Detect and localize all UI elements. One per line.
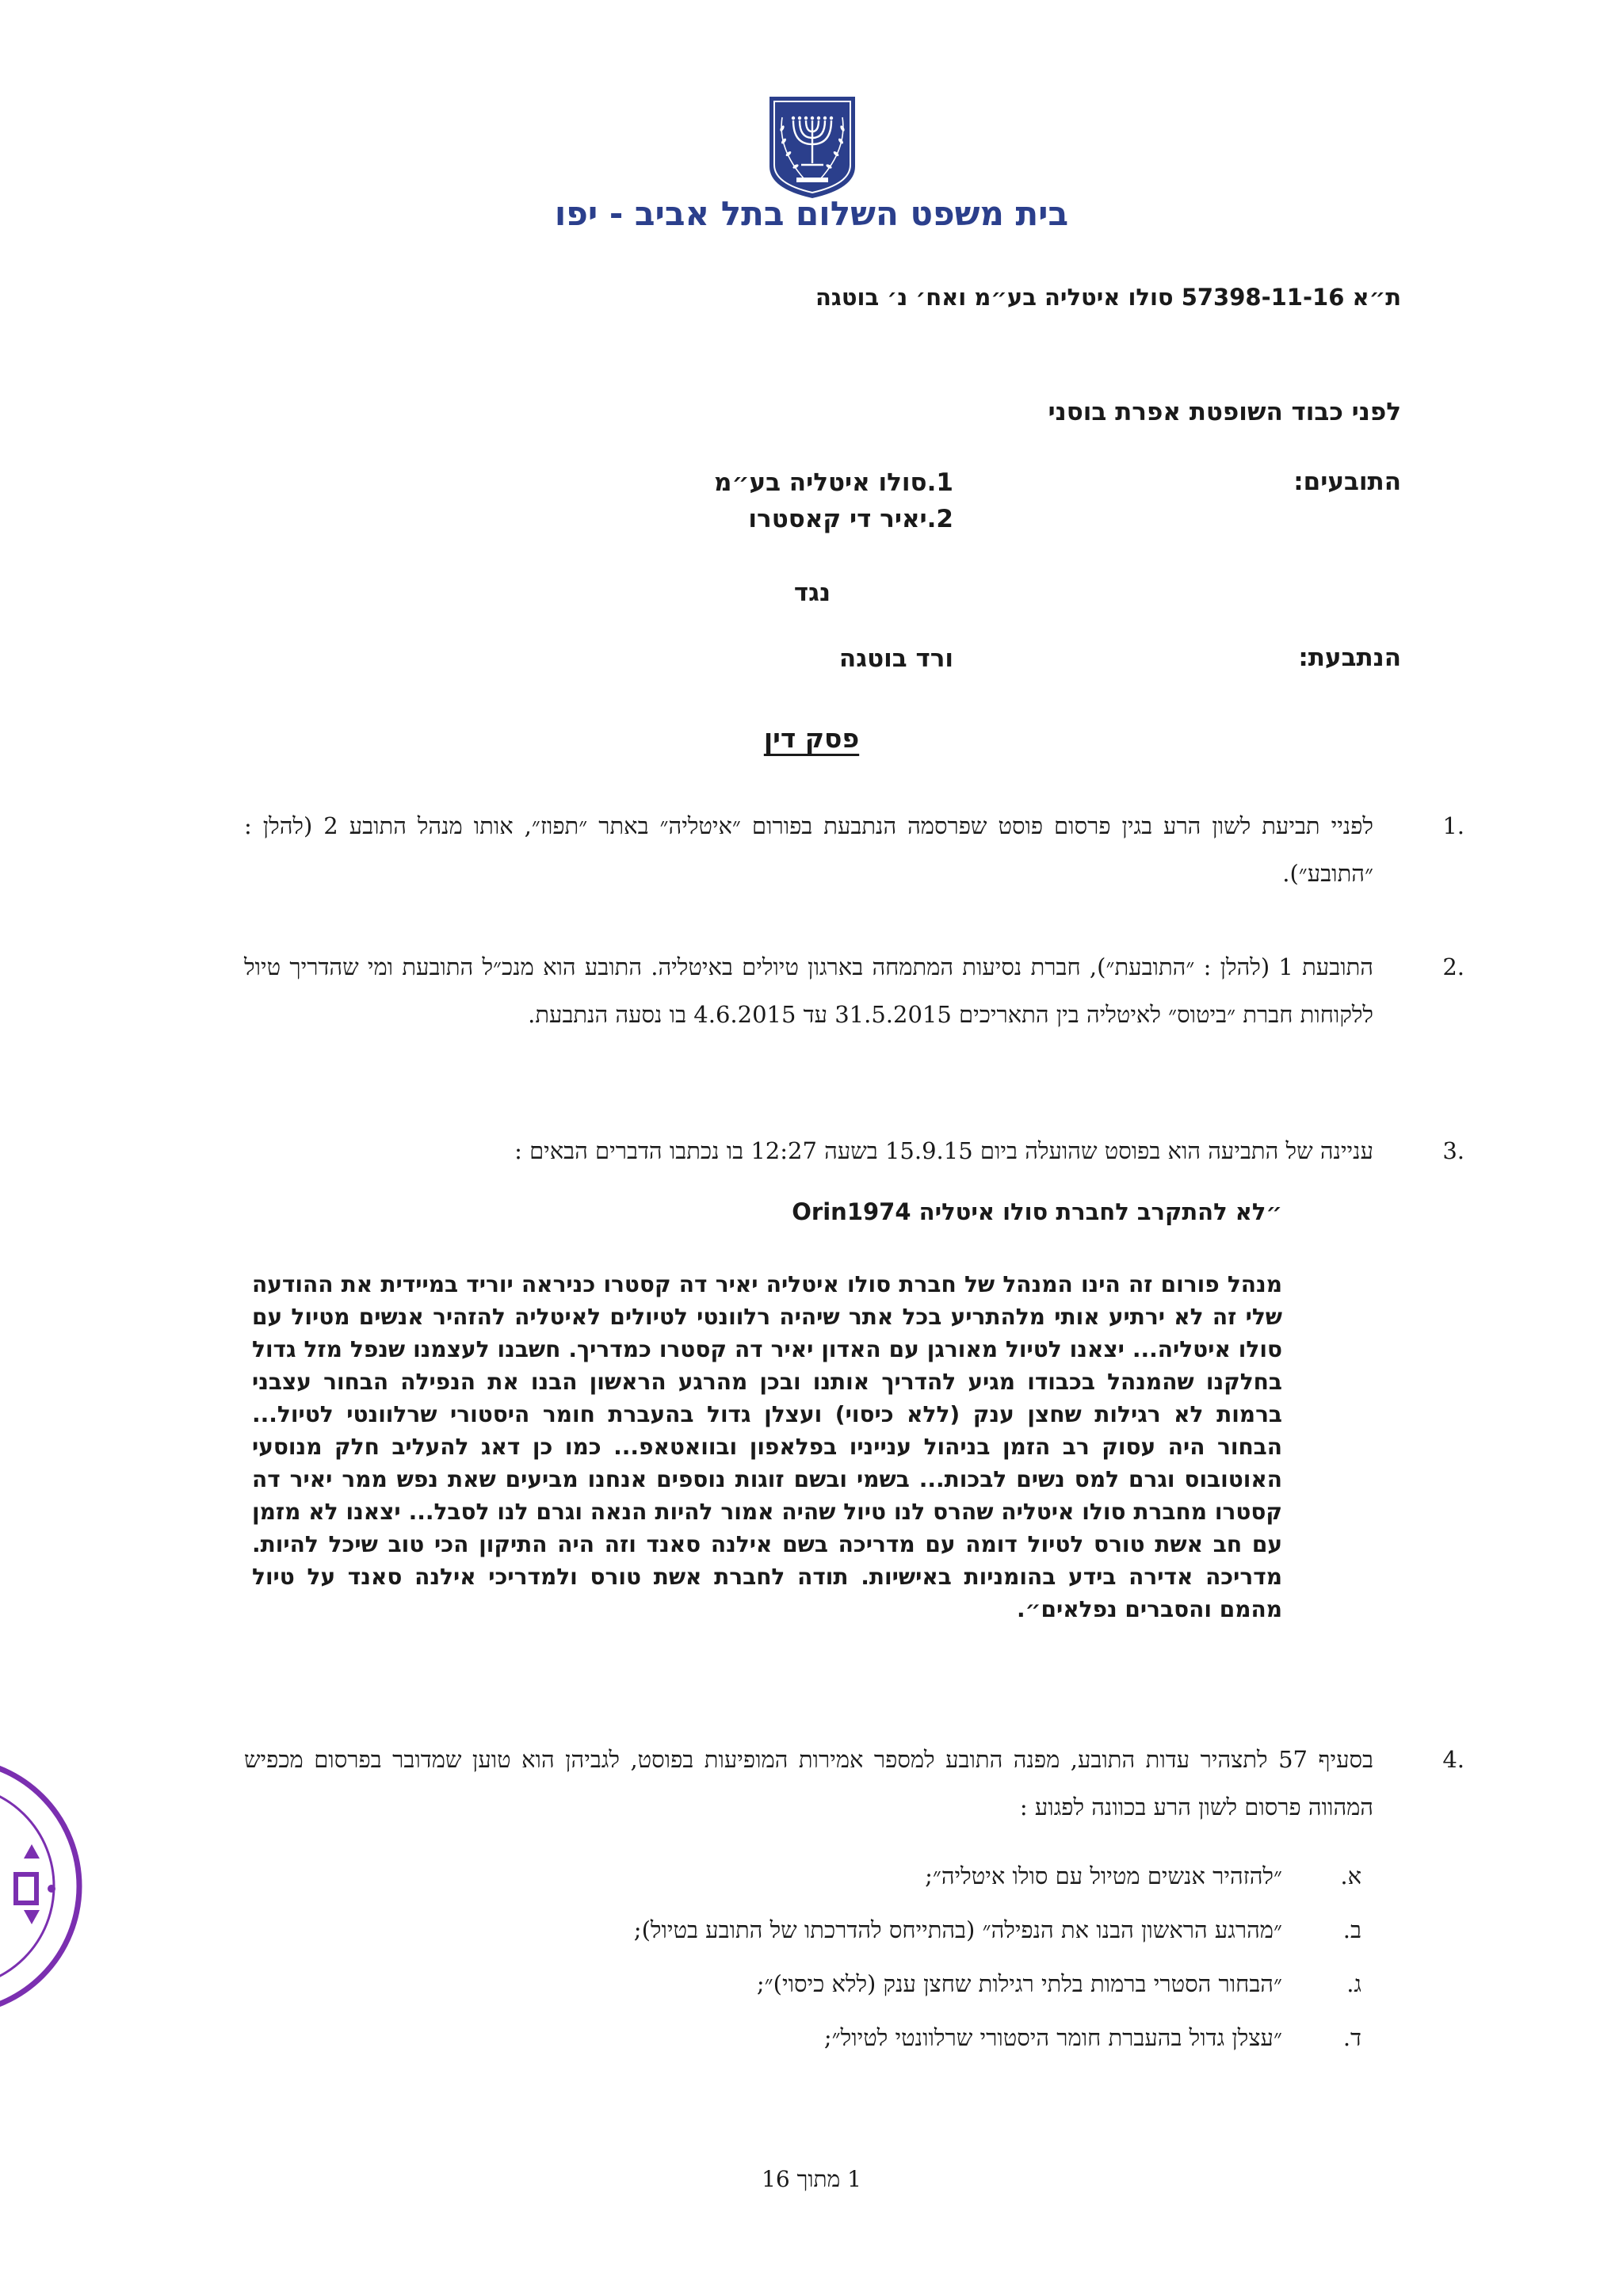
case-number-line: ת״א 57398-11-16 סולו איטליה בע״מ ואח׳ נ׳ בוטגה bbox=[815, 284, 1401, 311]
plaintiff-1: 1.סולו איטליה בע״מ bbox=[714, 468, 953, 497]
page-footer: 1 מתוך 16 bbox=[762, 2166, 861, 2192]
paragraph-2: התובעת 1 (להלן : ״התובעת״), חברת נסיעות המתמחה בארגון טיולים באיטליה. התובע הוא מנכ״ל התובעת ומי שהדריך טיול ללקוחות חברת ״ביטוס״ לאיטליה בין התאריכים 31.5.2015 עד 4.6.2015 בו נסעה הנתבעת. bbox=[244, 953, 1373, 1028]
list-item: ״להזהיר אנשים מטיול עם סולו איטליה״; bbox=[925, 1862, 1282, 1889]
defendant-name: ורד בוטגה bbox=[838, 644, 953, 673]
list-letter: ג. bbox=[1346, 1970, 1361, 1997]
quote-title: ״לא להתקרב לחברת סולו איטליה Orin1974 bbox=[792, 1198, 1282, 1225]
paragraph-number: 3. bbox=[1442, 1137, 1465, 1164]
list-letter: ד. bbox=[1342, 2024, 1361, 2051]
defendant-label: הנתבעת: bbox=[1298, 644, 1401, 672]
judge-line: לפני כבוד השופטת אפרת בוסני bbox=[1048, 398, 1401, 426]
versus-label: נגד bbox=[793, 579, 831, 607]
list-letter: א. bbox=[1340, 1862, 1361, 1889]
paragraph-number: 1. bbox=[1442, 812, 1465, 839]
list-item: ״מהרגע הראשון הבנו את הנפילה״ (בהתייחס להדרכתו של התובע בטיול); bbox=[633, 1916, 1282, 1943]
list-item: ״הבחור הסטרי ברמות בלתי רגילות שחצן ענק (ללא כיסוי)״; bbox=[756, 1970, 1282, 1997]
paragraph-3: עניינה של התביעה הוא בפוסט שהועלה ביום 15.9.15 בשעה 12:27 בו נכתבו הדברים הבאים : bbox=[514, 1137, 1373, 1164]
plaintiffs-label: התובעים: bbox=[1293, 468, 1401, 496]
paragraph-4: בסעיף 57 לתצהיר עדות התובע, מפנה התובע למספר אמירות המופיעות בפוסט, לגביהן הוא טוען שמדובר בפרסום מכפיש המהווה פרסום לשון הרע בכוונה לפגוע : bbox=[244, 1746, 1373, 1820]
quote-body: מנהל פורום זה הינו המנהל של חברת סולו איטליה יאיר דה קסטרו כניראה יוריד במיידית את ההודעה שלי זה לא ירתיע אותי מלהתריע בכל אתר שיהיה רלוונטי לטיולים לאיטליה להזהיר אנשים מטיול עם סולו איטליה... יצאנו לטיול מאורגן עם האדון יאיר דה קסטרו כמדריך. חשבנו לעצמנו שנפל מזל גדול בחלקנו שהמנהל בכבודו מגיע להדריך אותנו ובכן מהרגע הראשון הבנו את הנפילה הבחור עצבני ברמות לא רגילות שחצן ענק (ללא כיסוי) ועצלן גדול בהעברת חומר היסטורי שרלוונטי לטיול... הבחור היה עסוק רב הזמן בניהול ענייניו בפלאפון ובוואטאפ... כמו כן דאג להעליב חלק מנוסעי האוטובוס וגרם למס נשים לבכות... בשמי ובשם זוגות נוספים אנחנו מביעים שאת נפש ממר יאיר דה קסטרו מחברת סולו איטליה שהרס לנו טיול שהיה אמור להיות הנאה וגרם לנו לסבל... יצאנו לא מזמן עם חב אשת טורס לטיול דומה עם מדריכה בשם אילנה סאנד וזה היה התיקון הכי טוב שיכל להיות. מדריכה אדירה בידע בהומניות באישיות. תודה לחברת אשת טורס ולמדריכי אילנה סאנד על טיול מהמם והסברים נפלאים״. bbox=[252, 1271, 1282, 1622]
verdict-title: פסק דין bbox=[763, 723, 860, 754]
paragraph-number: 2. bbox=[1442, 953, 1465, 980]
paragraph-number: 4. bbox=[1442, 1746, 1465, 1773]
state-emblem-icon bbox=[765, 94, 860, 200]
plaintiff-2: 2.יאיר די קאסטרו bbox=[748, 505, 953, 533]
list-letter: ב. bbox=[1342, 1916, 1361, 1943]
list-item: ״עצלן גדול בהעברת חומר היסטורי שרלוונטי לטיול״; bbox=[823, 2024, 1282, 2051]
court-name: בית משפט השלום בתל אביב - יפו bbox=[554, 194, 1069, 233]
paragraph-1: לפניי תביעת לשון הרע בגין פרסום פוסט שפרסמה הנתבעת בפורום ״איטליה״ באתר ״תפוז״, אותו מנהל התובע 2 (להלן : ״התובע״). bbox=[244, 812, 1373, 887]
court-stamp-icon bbox=[0, 1748, 87, 2025]
